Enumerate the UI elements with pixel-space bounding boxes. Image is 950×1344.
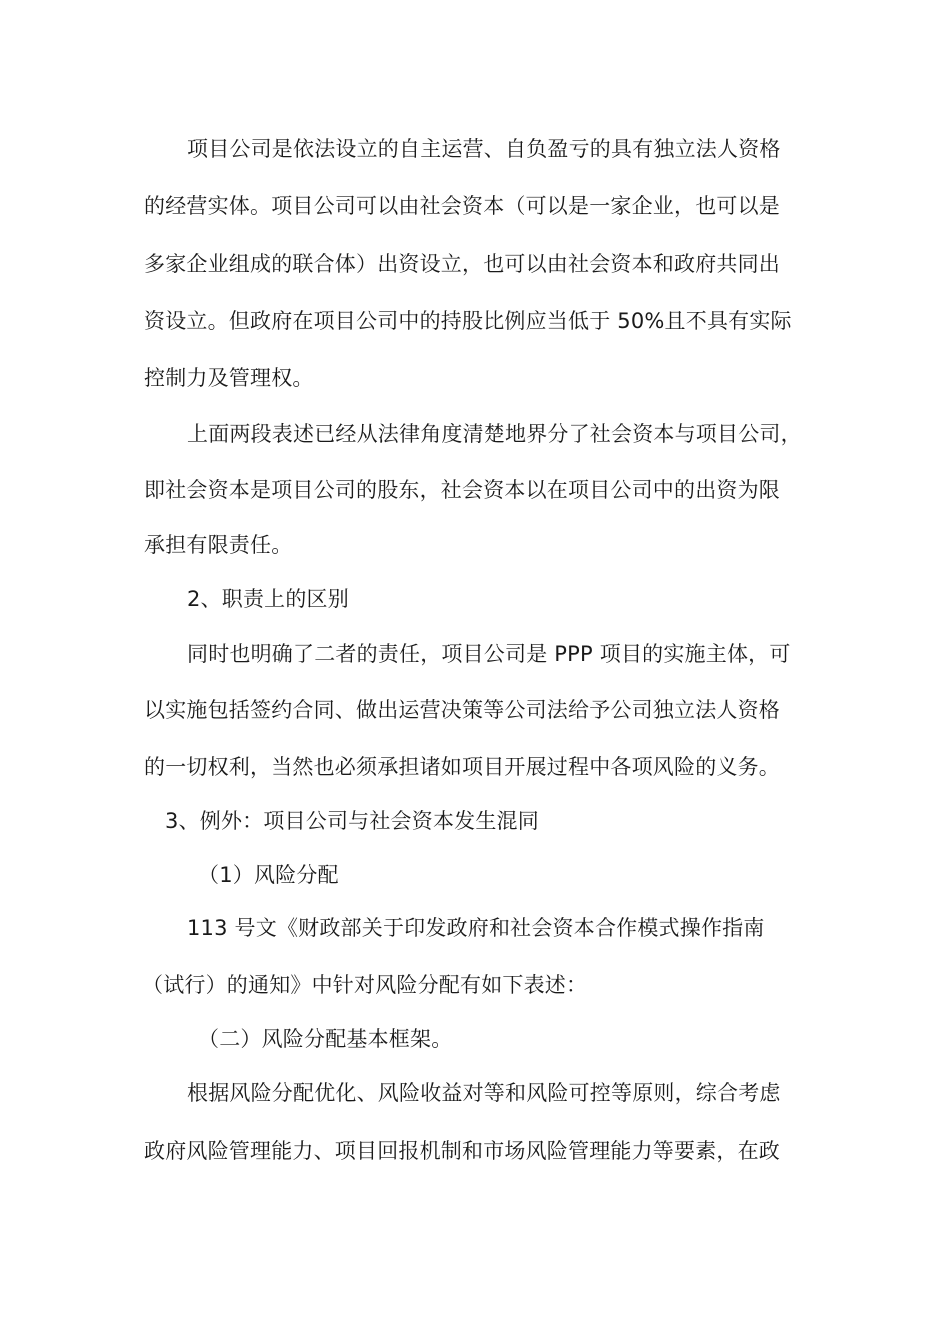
section-heading: 3、例外：项目公司与社会资本发生混同 — [165, 809, 539, 833]
paragraph-line: 即社会资本是项目公司的股东，社会资本以在项目公司中的出资为限 — [144, 478, 780, 502]
paragraph-line: 以实施包括签约合同、做出运营决策等公司法给予公司独立法人资格 — [144, 698, 780, 722]
paragraph-line: 根据风险分配优化、风险收益对等和风险可控等原则，综合考虑 — [187, 1081, 781, 1105]
paragraph-line: 项目公司是依法设立的自主运营、自负盈亏的具有独立法人资格 — [187, 137, 781, 161]
paragraph-line: 多家企业组成的联合体）出资设立，也可以由社会资本和政府共同出 — [144, 252, 780, 276]
section-heading: 2、职责上的区别 — [187, 587, 349, 611]
paragraph-line: 同时也明确了二者的责任，项目公司是 PPP 项目的实施主体，可 — [187, 642, 791, 666]
paragraph-line: 上面两段表述已经从法律角度清楚地界分了社会资本与项目公司， — [187, 422, 802, 446]
subsection-heading: （1）风险分配 — [198, 863, 339, 887]
paragraph-line: 资设立。但政府在项目公司中的持股比例应当低于 50%且不具有实际 — [144, 309, 792, 333]
paragraph-line: 113 号文《财政部关于印发政府和社会资本合作模式操作指南 — [187, 916, 765, 940]
paragraph-line: 政府风险管理能力、项目回报机制和市场风险管理能力等要素，在政 — [144, 1139, 780, 1163]
subsection-heading: （二）风险分配基本框架。 — [198, 1027, 453, 1051]
paragraph-line: 的经营实体。项目公司可以由社会资本（可以是一家企业，也可以是 — [144, 194, 780, 218]
paragraph-line: （试行）的通知》中针对风险分配有如下表述： — [142, 973, 588, 997]
paragraph-line: 承担有限责任。 — [144, 533, 293, 557]
paragraph-line: 控制力及管理权。 — [144, 366, 314, 390]
paragraph-line: 的一切权利，当然也必须承担诸如项目开展过程中各项风险的义务。 — [144, 755, 780, 779]
